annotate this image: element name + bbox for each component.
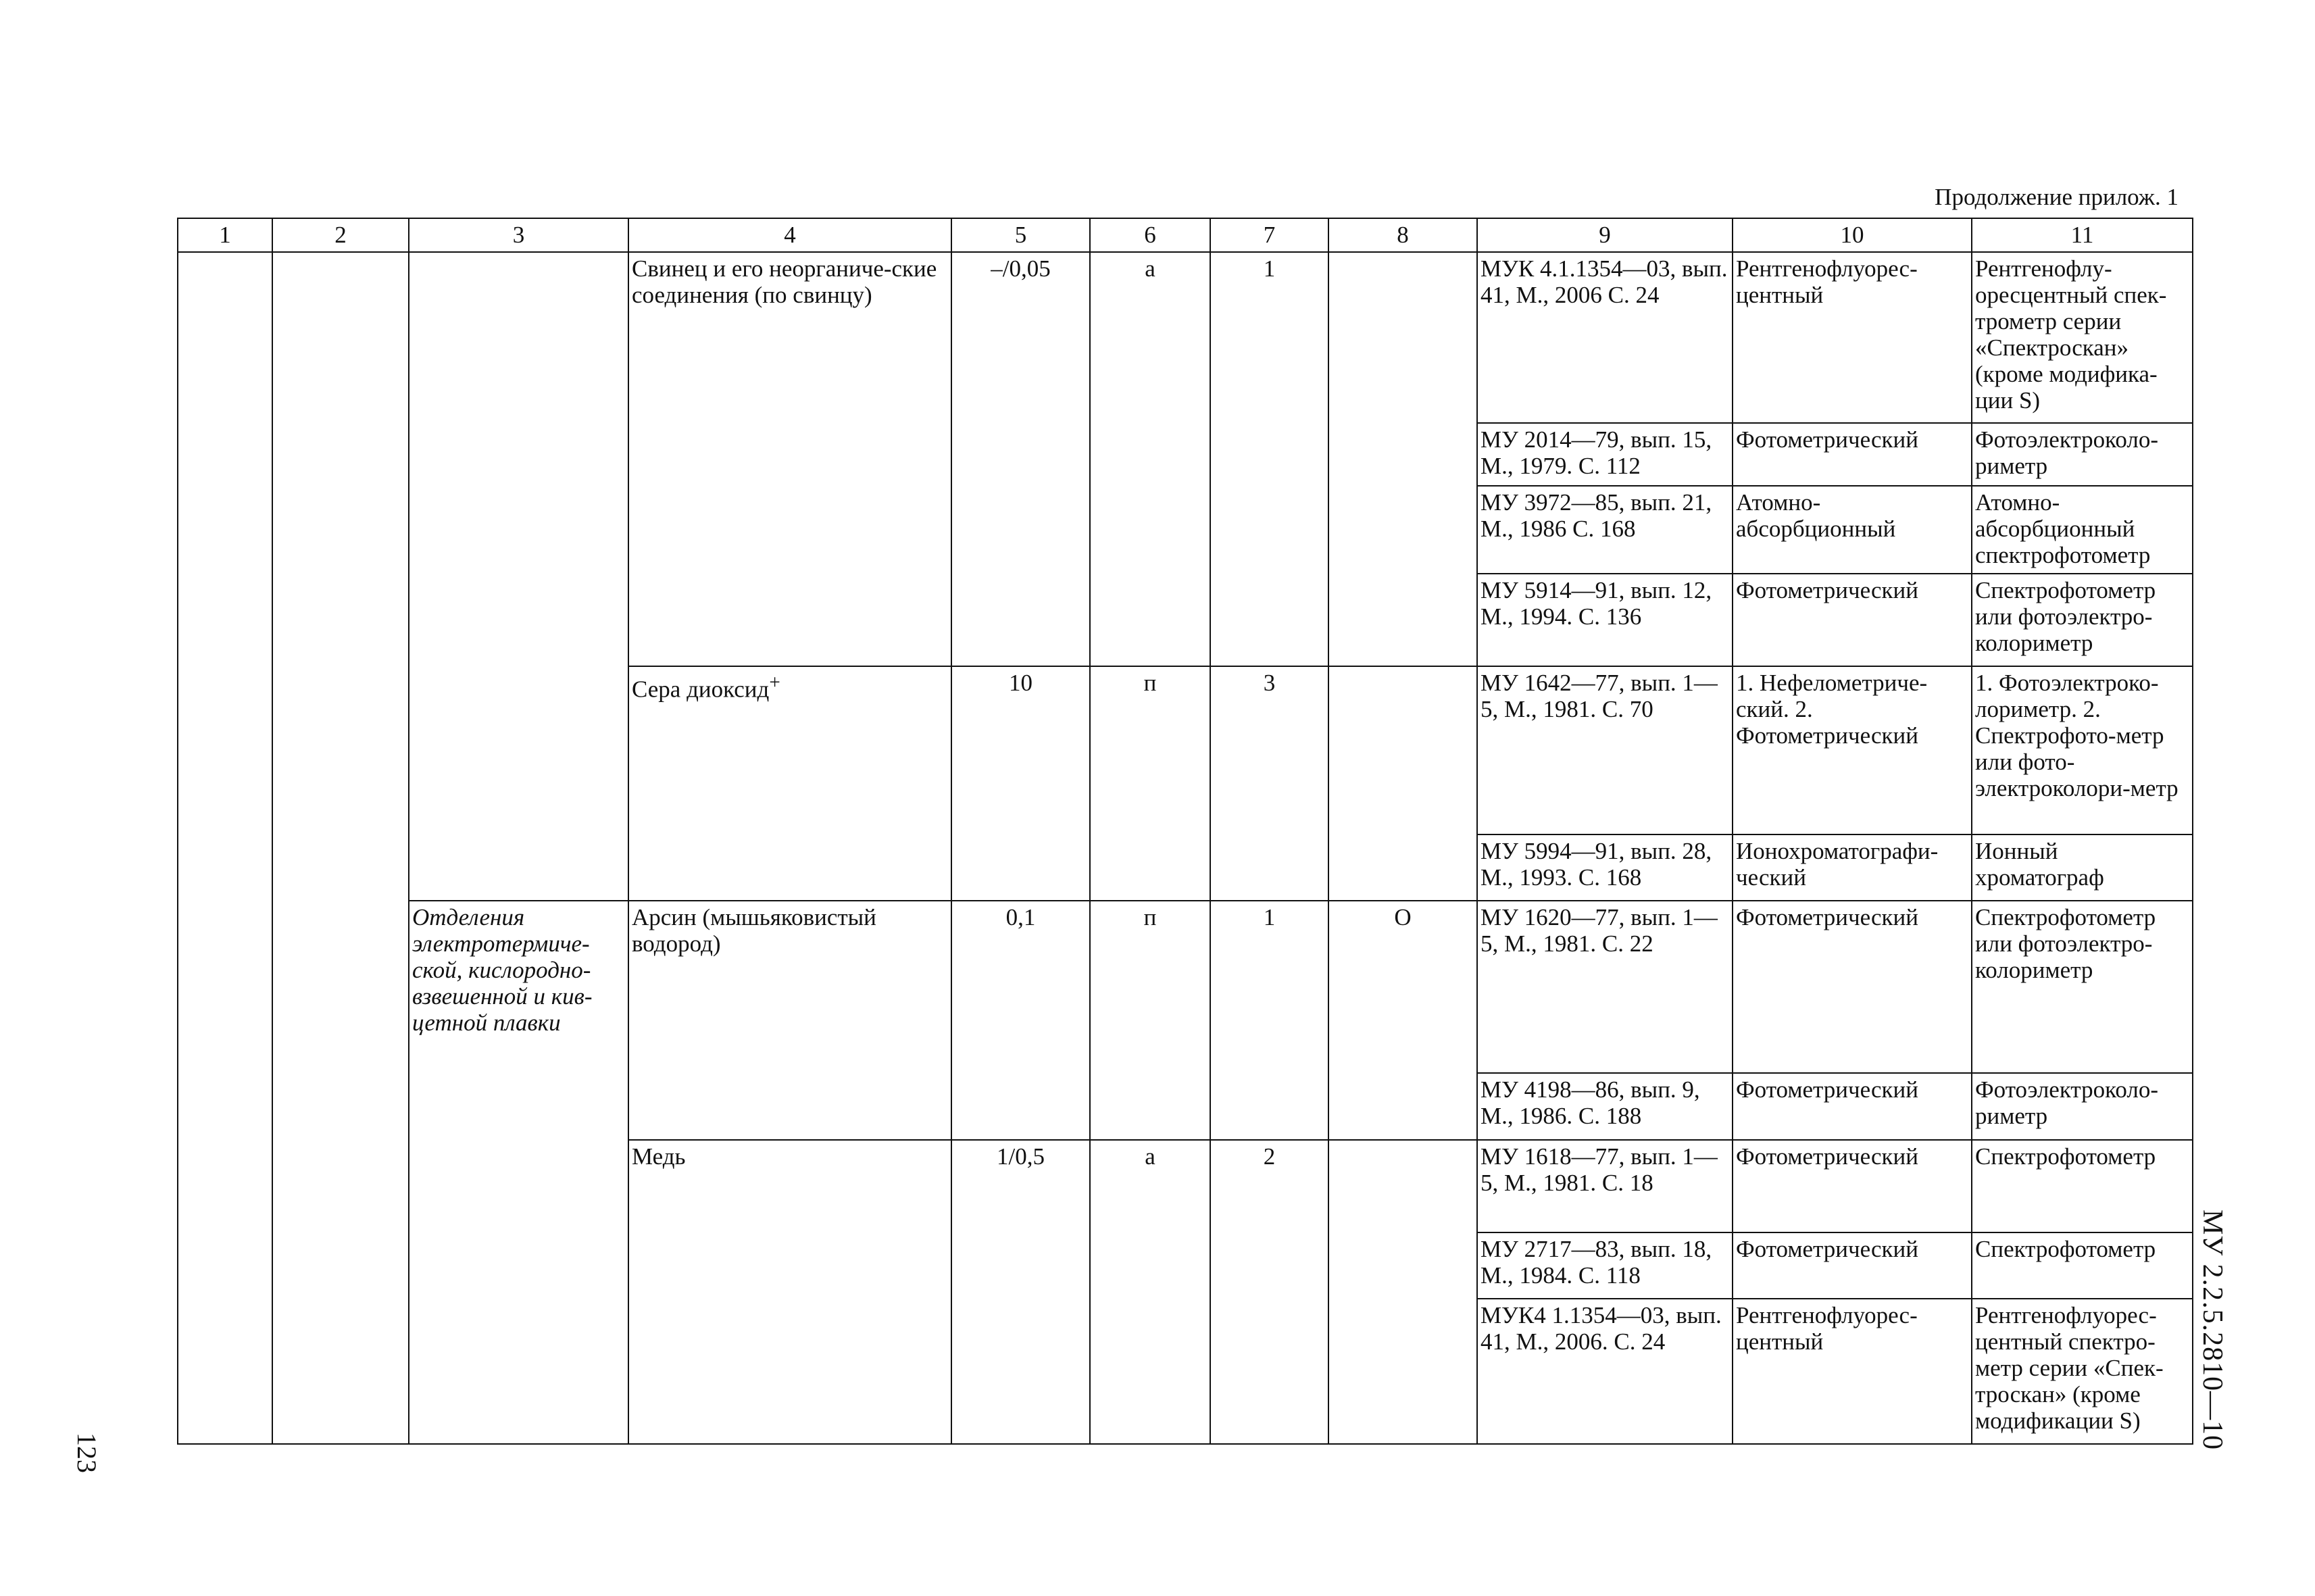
- substance-name: [628, 666, 951, 901]
- method-device: Спектрофотометр: [1972, 1232, 2193, 1299]
- method-name: Фотометрический: [1733, 574, 1972, 666]
- column-header: 2: [272, 218, 409, 252]
- cell-col7: 1: [1210, 901, 1328, 1140]
- column-header: 7: [1210, 218, 1328, 252]
- method-doc: МУ 2014—79, вып. 15, М., 1979. С. 112: [1477, 423, 1733, 485]
- column-header: 9: [1477, 218, 1733, 252]
- method-doc: МУК 4.1.1354—03, вып. 41, М., 2006 С. 24: [1477, 252, 1733, 423]
- document-code: МУ 2.2.5.2810—10: [2197, 1210, 2228, 1451]
- substance-name-text: Сера диоксид: [632, 676, 770, 703]
- method-doc: МУ 4198—86, вып. 9, М., 1986. С. 188: [1477, 1073, 1733, 1139]
- method-device: Фотоэлектроколо-риметр: [1972, 1073, 2193, 1139]
- cell-col5: –/0,05: [951, 252, 1090, 666]
- cell-col6: п: [1090, 666, 1210, 901]
- substance-name: Медь: [628, 1140, 951, 1444]
- method-device: Ионный хроматограф: [1972, 834, 2193, 901]
- method-name: 1. Нефелометриче-ский. 2. Фотометрический: [1733, 666, 1972, 834]
- substance-name-sup: +: [769, 671, 780, 693]
- method-device: Атомно-абсорбционный спектрофотометр: [1972, 486, 2193, 574]
- substance-name: Арсин (мышьяковистый водород): [628, 901, 951, 1140]
- method-doc: МУ 1642—77, вып. 1—5, М., 1981. С. 70: [1477, 666, 1733, 834]
- cell-col7: 2: [1210, 1140, 1328, 1444]
- substance-name: Свинец и его неорганиче-ские соединения (по свинцу): [628, 252, 951, 666]
- cell-col7: 1: [1210, 252, 1328, 666]
- method-device: Спектрофотометр: [1972, 1140, 2193, 1232]
- cell-col6: а: [1090, 252, 1210, 666]
- method-name: Рентгенофлуорес-центный: [1733, 252, 1972, 423]
- method-name: Рентгенофлуорес-центный: [1733, 1299, 1972, 1444]
- column-header: 3: [409, 218, 628, 252]
- method-device: Рентгенофлуорес-центный спектро-метр серии «Спек-троскан» (кроме модификации S): [1972, 1299, 2193, 1444]
- method-name: Фотометрический: [1733, 1140, 1972, 1232]
- data-table: [177, 218, 2193, 1445]
- method-name: Фотометрический: [1733, 1232, 1972, 1299]
- method-doc: МУ 1618—77, вып. 1—5, М., 1981. С. 18: [1477, 1140, 1733, 1232]
- cell-col5: 10: [951, 666, 1090, 901]
- method-device: Спектрофотометр или фотоэлектро-колориметр: [1972, 901, 2193, 1073]
- method-doc: МУ 1620—77, вып. 1—5, М., 1981. С. 22: [1477, 901, 1733, 1073]
- method-doc: МУ 3972—85, вып. 21, М., 1986 С. 168: [1477, 486, 1733, 574]
- method-device: Рентгенофлу-оресцентный спек-трометр серии «Спектроскан» (кроме модифика-ции S): [1972, 252, 2193, 423]
- table-row: [178, 901, 2193, 1073]
- cell-col2: [272, 252, 409, 1444]
- column-header: 8: [1328, 218, 1477, 252]
- method-doc: МУК4 1.1354—03, вып. 41, М., 2006. С. 24: [1477, 1299, 1733, 1444]
- column-header: 10: [1733, 218, 1972, 252]
- method-name: Ионохроматографи-ческий: [1733, 834, 1972, 901]
- cell-col8: [1328, 666, 1477, 901]
- table-row: [178, 252, 2193, 423]
- column-header: 6: [1090, 218, 1210, 252]
- method-name: Фотометрический: [1733, 901, 1972, 1073]
- method-doc: МУ 5914—91, вып. 12, М., 1994. С. 136: [1477, 574, 1733, 666]
- cell-col7: 3: [1210, 666, 1328, 901]
- method-device: Спектрофотометр или фотоэлектро-колориметр: [1972, 574, 2193, 666]
- table-caption: Продолжение прилож. 1: [1935, 184, 2179, 210]
- column-header: 1: [178, 218, 272, 252]
- method-device: Фотоэлектроколо-риметр: [1972, 423, 2193, 485]
- page-number: 123: [72, 1432, 102, 1473]
- cell-col8: О: [1328, 901, 1477, 1140]
- cell-col8: [1328, 252, 1477, 666]
- cell-col8: [1328, 1140, 1477, 1444]
- method-doc: МУ 5994—91, вып. 28, М., 1993. С. 168: [1477, 834, 1733, 901]
- column-header: 5: [951, 218, 1090, 252]
- method-name: Фотометрический: [1733, 1073, 1972, 1139]
- cell-col6: п: [1090, 901, 1210, 1140]
- method-doc: МУ 2717—83, вып. 18, М., 1984. С. 118: [1477, 1232, 1733, 1299]
- cell-col6: а: [1090, 1140, 1210, 1444]
- method-device: 1. Фотоэлектроко-лориметр. 2. Спектрофото-метр или фото-электроколори-метр: [1972, 666, 2193, 834]
- method-name: Фотометрический: [1733, 423, 1972, 485]
- method-name: Атомно-абсорбционный: [1733, 486, 1972, 574]
- column-header: 4: [628, 218, 951, 252]
- cell-col1: [178, 252, 272, 1444]
- column-header: 11: [1972, 218, 2193, 252]
- cell-col3-empty: [409, 252, 628, 901]
- section-name: Отделения электротермиче-ской, кислородно-взвешенной и кив-цетной плавки: [409, 901, 628, 1444]
- cell-col5: 0,1: [951, 901, 1090, 1140]
- cell-col5: 1/0,5: [951, 1140, 1090, 1444]
- header-row: [178, 218, 2193, 252]
